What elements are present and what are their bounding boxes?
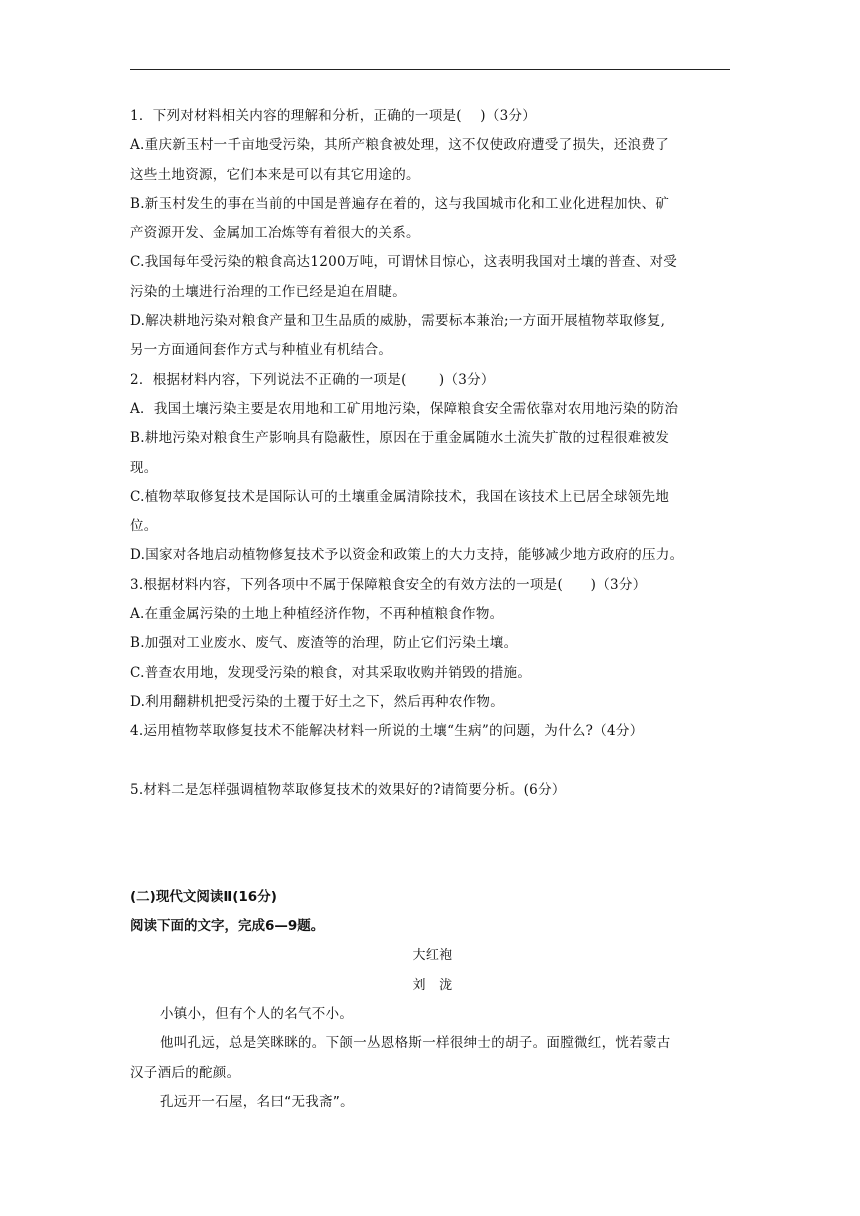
section-heading: (二)现代文阅读Ⅱ(16分) (130, 888, 277, 905)
question-3-option-b: B.加强对工业废水、废气、废渣等的治理，防止它们污染土壤。 (130, 635, 518, 652)
question-5-stem: 5.材料二是怎样强调植物萃取修复技术的效果好的?请简要分析。(6分） (130, 781, 566, 798)
question-3-option-a: A.在重金属污染的土地上种植经济作物，不再种植粮食作物。 (130, 606, 504, 623)
story-paragraph: 小镇小，但有个人的名气不小。 (160, 1006, 354, 1023)
question-2-option-c-cont: 位。 (130, 518, 158, 535)
story-paragraph-cont: 汉子酒后的酡颜。 (130, 1064, 241, 1081)
question-3 (130, 571, 735, 717)
question-1-option-c-cont: 污染的土壤进行治理的工作已经是迫在眉睫。 (130, 283, 406, 300)
question-1-option-c: C.我国每年受污染的粮食高达1200万吨，可谓怵目惊心，这表明我国对土壤的普查、对受 (130, 254, 678, 271)
question-2-option-a: A．我国土壤污染主要是农用地和工矿用地污染，保障粮食安全需依靠对农用地污染的防治 (130, 400, 679, 417)
question-1-option-a-cont: 这些土地资源，它们本来是可以有其它用途的。 (130, 166, 420, 183)
answer-space (130, 747, 735, 776)
story-title: 大红袍 (412, 948, 453, 964)
question-2-stem: 2．根据材料内容，下列说法不正确的一项是( )（3分） (130, 371, 495, 388)
question-2-option-b-cont: 现。 (130, 459, 158, 476)
story-paragraph: 孔远开一石屋，名曰“无我斋”。 (160, 1093, 354, 1110)
question-1-option-d: D.解决耕地污染对粮食产量和卫生品质的威胁，需要标本兼治;一方面开展植物萃取修复, (130, 313, 666, 330)
question-3-option-c: C.普查农用地，发现受污染的粮食，对其采取收购并销毁的措施。 (130, 664, 532, 681)
story-author: 刘 泷 (412, 977, 453, 993)
question-2 (130, 366, 735, 571)
question-1-stem: 1．下列对材料相关内容的理解和分析，正确的一项是( )（3分） (130, 108, 537, 124)
question-1-option-d-cont: 另一方面通间套作方式与种植业有机结合。 (130, 342, 393, 359)
question-1-option-a: A.重庆新玉村一千亩地受污染，其所产粮食被处理，这不仅使政府遭受了损失，还浪费了 (130, 137, 670, 154)
question-2-option-c: C.植物萃取修复技术是国际认可的土壤重金属清除技术，我国在该技术上已居全球领先地 (130, 488, 670, 505)
question-3-option-d: D.利用翻耕机把受污染的土覆于好土之下，然后再种农作物。 (130, 693, 505, 710)
question-2-option-d: D.国家对各地启动植物修复技术予以资金和政策上的大力支持，能够减少地方政府的压力。 (130, 547, 684, 564)
question-2-option-b: B.耕地污染对粮食生产影响具有隐蔽性，原因在于重金属随水土流失扩散的过程很难被发 (130, 430, 670, 447)
question-3-stem: 3.根据材料内容，下列各项中不属于保障粮食安全的有效方法的一项是( )（3分） (130, 576, 647, 593)
answer-space (130, 805, 735, 863)
question-1 (130, 102, 735, 366)
reading-section-2 (130, 883, 735, 1117)
section-instruction: 阅读下面的文字，完成6—9题。 (130, 918, 325, 935)
header-rule (130, 69, 730, 70)
document-body (130, 102, 735, 1117)
question-1-option-b-cont: 产资源开发、金属加工冶炼等有着很大的关系。 (130, 225, 420, 242)
story-paragraph: 他叫孔远，总是笑眯眯的。下颌一丛恩格斯一样很绅士的胡子。面膛微红，恍若蒙古 (160, 1035, 671, 1052)
question-1-option-b: B.新玉村发生的事在当前的中国是普遍存在着的，这与我国城市化和工业化进程加快、矿 (130, 195, 670, 212)
question-4-stem: 4.运用植物萃取修复技术不能解决材料一所说的土壤“生病”的问题，为什么?（4分） (130, 723, 644, 740)
